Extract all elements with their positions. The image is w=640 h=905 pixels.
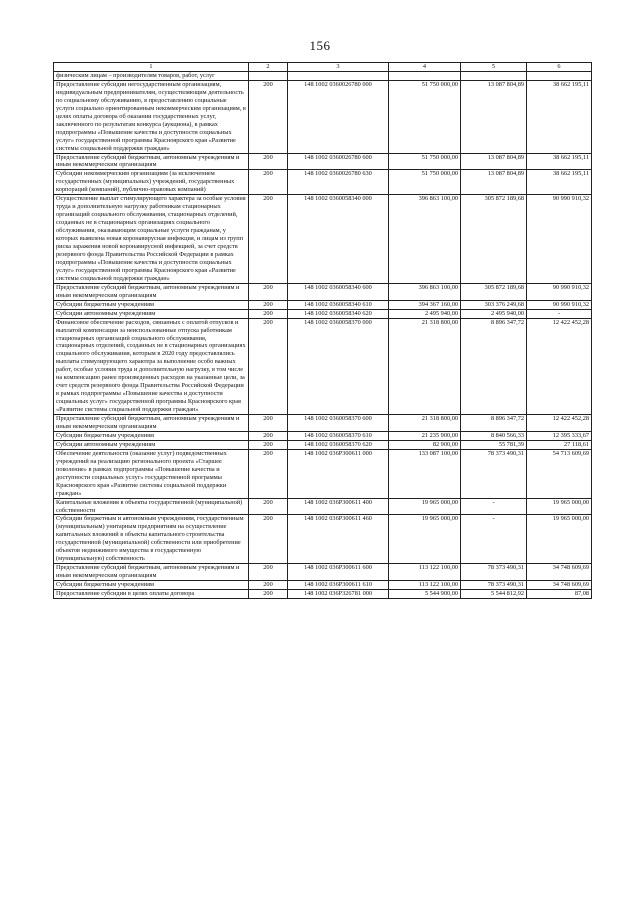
approved-amount: 396 863 100,00 [389, 195, 461, 283]
row-description: Субсидии некоммерческим организациям (за исключением государственных (муниципальных) учреждений, государственных корпораций (компаний), публично-правовых компаний) [54, 170, 249, 195]
unexecuted-amount: 12 422 452,28 [527, 415, 592, 432]
approved-amount: 133 087 100,00 [389, 449, 461, 498]
approved-amount: 21 235 900,00 [389, 431, 461, 440]
approved-amount: 51 750 000,00 [389, 170, 461, 195]
executed-amount: 13 087 804,89 [461, 153, 527, 170]
budget-classification-code: 148 1002 036P300611 400 [288, 498, 389, 515]
executed-amount: 13 087 804,89 [461, 170, 527, 195]
unexecuted-amount: 54 713 609,69 [527, 449, 592, 498]
executed-amount: 305 872 189,68 [461, 283, 527, 300]
row-description: Субсидии бюджетным и автономным учреждениям, государственным (муниципальным) унитарным предприятиям на осуществление капитальных вложений в объекты капитального строительства государственной (муниципальной) собственности или приобретение объектов недвижимого имущества в государственную (муниципальную) собственность [54, 515, 249, 564]
approved-amount: 51 750 000,00 [389, 80, 461, 153]
column-number-row [54, 63, 592, 72]
table-row [54, 440, 592, 449]
executed-amount: 78 373 490,31 [461, 564, 527, 581]
line-code: 200 [249, 309, 288, 318]
line-code: 200 [249, 431, 288, 440]
table-row [54, 581, 592, 590]
table-row [54, 283, 592, 300]
unexecuted-amount: 90 990 910,32 [527, 195, 592, 283]
line-code: 200 [249, 449, 288, 498]
table-row [54, 195, 592, 283]
table-row [54, 318, 592, 414]
table-row [54, 309, 592, 318]
column-header: 3 [288, 63, 389, 72]
budget-classification-code: 148 1002 0360026780 600 [288, 153, 389, 170]
executed-amount: 303 376 249,68 [461, 300, 527, 309]
executed-amount: 78 373 490,31 [461, 581, 527, 590]
executed-amount: 2 495 940,00 [461, 309, 527, 318]
line-code: 200 [249, 318, 288, 414]
unexecuted-amount: 12 395 333,67 [527, 431, 592, 440]
line-code: 200 [249, 415, 288, 432]
approved-amount: 19 965 000,00 [389, 515, 461, 564]
line-code: 200 [249, 153, 288, 170]
row-description: Субсидии автономным учреждениям [54, 440, 249, 449]
approved-amount: 21 318 800,00 [389, 318, 461, 414]
table-row [54, 498, 592, 515]
budget-classification-code: 148 1002 0360058340 600 [288, 283, 389, 300]
approved-amount: 19 965 000,00 [389, 498, 461, 515]
executed-amount: 8 896 347,72 [461, 318, 527, 414]
approved-amount: 51 750 000,00 [389, 153, 461, 170]
budget-classification-code: 148 1002 0360058370 620 [288, 440, 389, 449]
approved-amount: 113 122 100,00 [389, 564, 461, 581]
table-row [54, 153, 592, 170]
executed-amount: 8 840 566,33 [461, 431, 527, 440]
row-description: Предоставление субсидий бюджетным, автономным учреждениям и иным некоммерческим организациям [54, 283, 249, 300]
unexecuted-amount: 90 990 910,32 [527, 283, 592, 300]
row-description: Финансовое обеспечение расходов, связанных с оплатой отпусков и выплатой компенсации за неиспользованные отпуска работникам стационарных организаций социального обслуживания, стационарных отделений, созданных не в стационарных организациях социального обслуживания, которым в 2020 году предоставлялись выплаты стимулирующего характера за выполнение особо важных работ, особые условия труда и дополнительную нагрузку, в том числе на компенсацию ранее произведенных расходов на указанные цели, за счет средств резервного фонда Правительства Российской Федерации в рамках подпрограммы «Повышение качества и доступности социальных услуг» государственной программы Красноярского края «Развитие системы социальной поддержки граждан» [54, 318, 249, 414]
unexecuted-amount: 38 662 195,11 [527, 170, 592, 195]
table-row [54, 170, 592, 195]
table-row [54, 80, 592, 153]
column-header: 2 [249, 63, 288, 72]
line-code: 200 [249, 80, 288, 153]
table-row [54, 415, 592, 432]
budget-classification-code: 148 1002 036P300611 460 [288, 515, 389, 564]
table-row [54, 300, 592, 309]
executed-amount [461, 72, 527, 81]
budget-classification-code: 148 1002 0360026780 630 [288, 170, 389, 195]
line-code [249, 72, 288, 81]
budget-classification-code: 148 1002 0360058340 610 [288, 300, 389, 309]
budget-classification-code: 148 1002 0360058370 600 [288, 415, 389, 432]
unexecuted-amount: 38 662 195,11 [527, 153, 592, 170]
budget-classification-code: 148 1002 036P300611 610 [288, 581, 389, 590]
unexecuted-amount: 34 748 609,69 [527, 564, 592, 581]
column-header: 4 [389, 63, 461, 72]
budget-classification-code: 148 1002 0360026780 000 [288, 80, 389, 153]
line-code: 200 [249, 300, 288, 309]
budget-classification-code: 148 1002 036P300611 600 [288, 564, 389, 581]
row-description: физическим лицам – производителям товаров, работ, услуг [54, 72, 249, 81]
executed-amount: - [461, 515, 527, 564]
row-description: Обеспечение деятельности (оказание услуг) подведомственных учреждений на реализацию регионального проекта «Старшее поколение» в рамках подпрограммы «Повышение качества и доступности социальных услуг» государственной программы Красноярского края «Развитие системы социальной поддержки граждан» [54, 449, 249, 498]
page-number: 156 [309, 38, 331, 53]
table-body [54, 72, 592, 599]
line-code: 200 [249, 498, 288, 515]
approved-amount: 2 495 940,00 [389, 309, 461, 318]
row-description: Предоставление субсидии негосударственным организациям, индивидуальным предпринимателям, осуществляющим деятельность по социальному обслуживанию, в предоставлению социальные услуги социально ориентированным некоммерческим организациям, в целях оплаты договора об оказании государственных услуг, заключенного по результатам конкурса (аукциона), в рамках подпрограммы «Повышение качества и доступности социальных услуг» государственной программы Красноярского края «Развитие системы социальной поддержки граждан» [54, 80, 249, 153]
unexecuted-amount [527, 72, 592, 81]
unexecuted-amount: 38 662 195,11 [527, 80, 592, 153]
unexecuted-amount: 87,08 [527, 590, 592, 599]
approved-amount: 113 122 100,00 [389, 581, 461, 590]
row-description: Предоставление субсидий бюджетным, автономным учреждениям и иным некоммерческим организациям [54, 415, 249, 432]
executed-amount: 8 896 347,72 [461, 415, 527, 432]
executed-amount: 13 087 804,89 [461, 80, 527, 153]
column-header: 6 [527, 63, 592, 72]
executed-amount: 78 373 490,31 [461, 449, 527, 498]
executed-amount: - [461, 498, 527, 515]
table-row [54, 564, 592, 581]
unexecuted-amount: 19 965 000,00 [527, 515, 592, 564]
row-description: Субсидии бюджетным учреждениям [54, 300, 249, 309]
approved-amount: 394 367 160,00 [389, 300, 461, 309]
row-description: Субсидии бюджетным учреждениям [54, 431, 249, 440]
budget-execution-table [53, 62, 592, 599]
budget-classification-code [288, 72, 389, 81]
unexecuted-amount: 12 422 452,28 [527, 318, 592, 414]
unexecuted-amount: 34 748 609,69 [527, 581, 592, 590]
line-code: 200 [249, 283, 288, 300]
line-code: 200 [249, 170, 288, 195]
table-row [54, 449, 592, 498]
approved-amount: 21 318 800,00 [389, 415, 461, 432]
executed-amount: 5 544 812,92 [461, 590, 527, 599]
approved-amount: 396 863 100,00 [389, 283, 461, 300]
budget-classification-code: 148 1002 036P326781 000 [288, 590, 389, 599]
approved-amount [389, 72, 461, 81]
table-row [54, 590, 592, 599]
row-description: Субсидии автономным учреждениям [54, 309, 249, 318]
budget-classification-code: 148 1002 0360058370 000 [288, 318, 389, 414]
budget-classification-code: 148 1002 0360058340 620 [288, 309, 389, 318]
executed-amount: 305 872 189,68 [461, 195, 527, 283]
row-description: Предоставление субсидий бюджетным, автономным учреждениям и иным некоммерческим организациям [54, 564, 249, 581]
unexecuted-amount: - [527, 309, 592, 318]
table-row [54, 72, 592, 81]
line-code: 200 [249, 564, 288, 581]
row-description: Предоставление субсидий бюджетным, автономным учреждениям и иным некоммерческим организациям [54, 153, 249, 170]
column-header: 1 [54, 63, 249, 72]
line-code: 200 [249, 515, 288, 564]
line-code: 200 [249, 590, 288, 599]
table-row [54, 431, 592, 440]
row-description: Осуществление выплат стимулирующего характера за особые условия труда и дополнительную нагрузку работникам стационарных организаций социального обслуживания, стационарных отделений, созданных не в стационарных организациях социального обслуживания, оказывающим социальные услуги гражданам, у которых выявлена новая коронавирусная инфекция, и лицам из групп риска заражения новой коронавирусной инфекцией, за счет средств резервного фонда Правительства Российской Федерации в рамках подпрограммы «Повышение качества и доступности социальных услуг» государственной программы Красноярского края «Развитие системы социальной поддержки граждан» [54, 195, 249, 283]
row-description: Капитальные вложения в объекты государственной (муниципальной) собственности [54, 498, 249, 515]
budget-classification-code: 148 1002 036P300611 000 [288, 449, 389, 498]
line-code: 200 [249, 581, 288, 590]
table-row [54, 515, 592, 564]
row-description: Субсидии бюджетным учреждениям [54, 581, 249, 590]
unexecuted-amount: 27 118,61 [527, 440, 592, 449]
line-code: 200 [249, 195, 288, 283]
column-header: 5 [461, 63, 527, 72]
unexecuted-amount: 90 990 910,32 [527, 300, 592, 309]
approved-amount: 5 544 900,00 [389, 590, 461, 599]
line-code: 200 [249, 440, 288, 449]
budget-classification-code: 148 1002 0360058340 000 [288, 195, 389, 283]
row-description: Предоставление субсидии в целях оплаты договора [54, 590, 249, 599]
budget-classification-code: 148 1002 0360058370 610 [288, 431, 389, 440]
executed-amount: 55 781,39 [461, 440, 527, 449]
unexecuted-amount: 19 965 000,00 [527, 498, 592, 515]
approved-amount: 82 900,00 [389, 440, 461, 449]
